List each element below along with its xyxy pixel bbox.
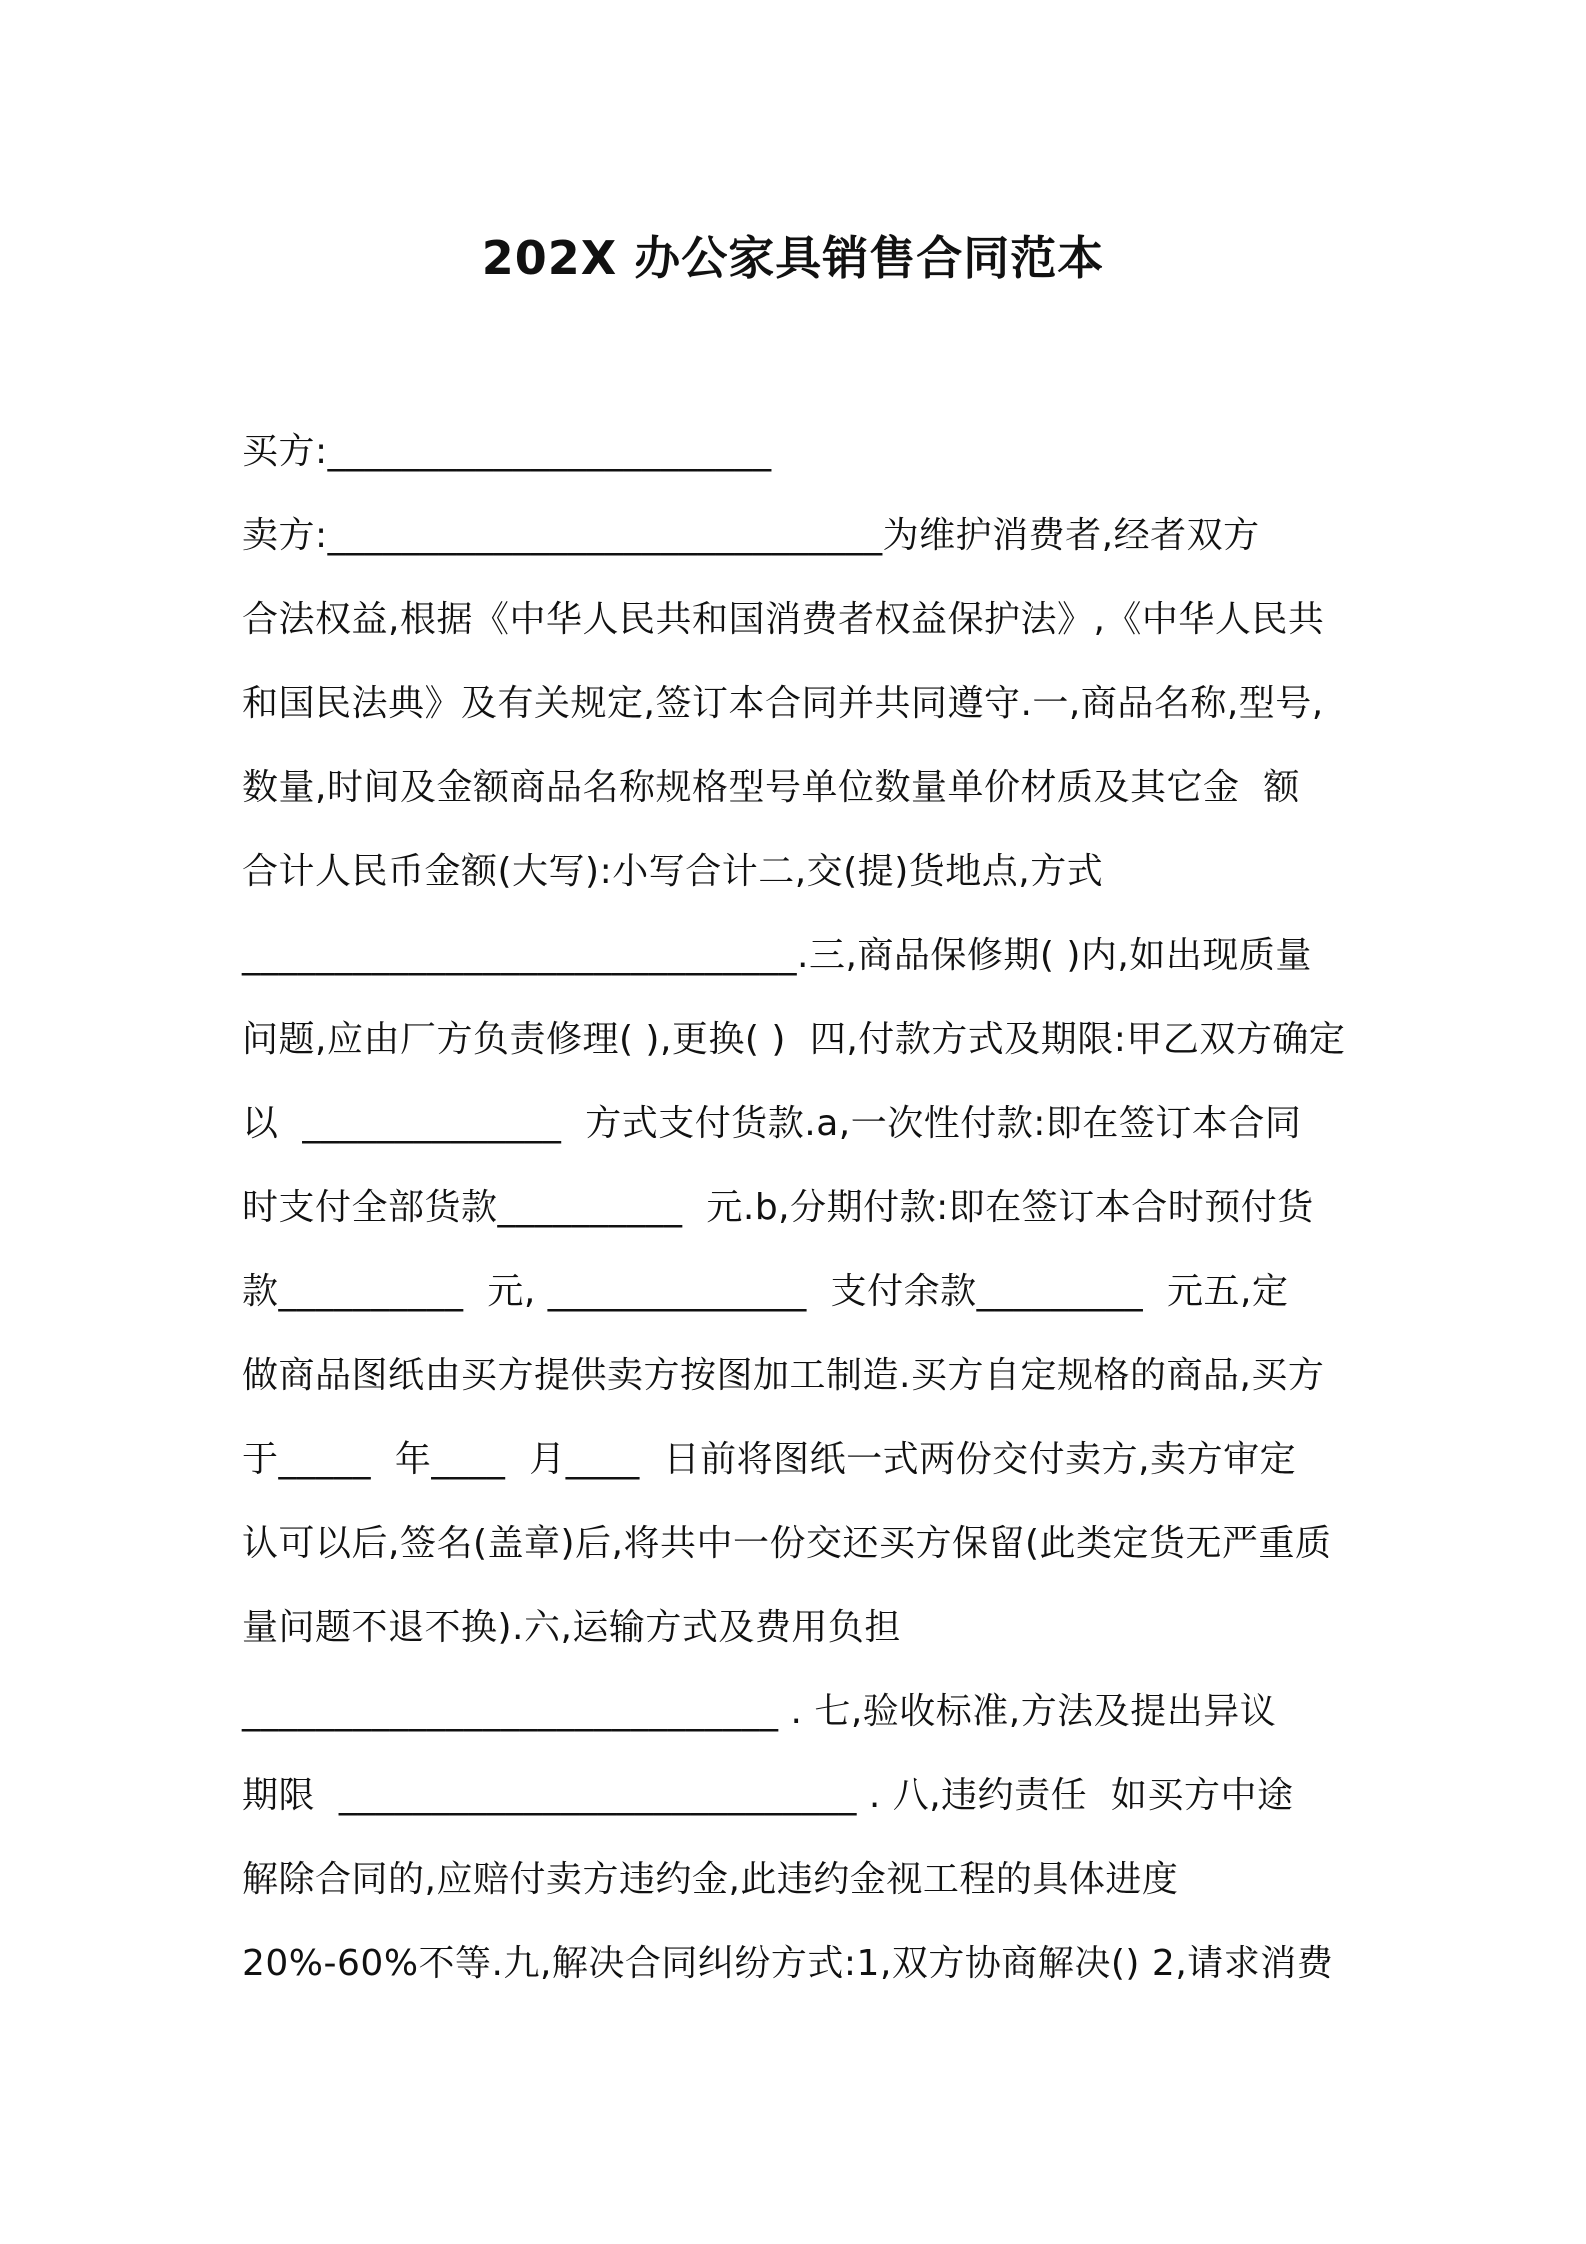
body-line: 于_____ 年____ 月____ 日前将图纸一式两份交付卖方,卖方审定 xyxy=(242,1439,1297,1480)
body-line: 时支付全部货款__________ 元.b,分期付款:即在签订本合时预付货 xyxy=(242,1187,1314,1228)
body-line: 数量,时间及金额商品名称规格型号单位数量单价材质及其它金 额 xyxy=(242,767,1300,808)
body-line: 解除合同的,应赔付卖方违约金,此违约金视工程的具体进度 xyxy=(242,1859,1179,1900)
body-line: 认可以后,签名(盖章)后,将共中一份交还买方保留(此类定货无严重质 xyxy=(242,1523,1332,1564)
body-line: 以 ______________ 方式支付货款.a,一次性付款:即在签订本合同 xyxy=(242,1103,1302,1144)
body-line: 做商品图纸由买方提供卖方按图加工制造.买方自定规格的商品,买方 xyxy=(242,1355,1325,1396)
body-line: 和国民法典》及有关规定,签订本合同并共同遵守.一,商品名称,型号, xyxy=(242,683,1324,724)
body-line: 合计人民币金额(大写):小写合计二,交(提)货地点,方式 xyxy=(242,851,1104,892)
body-line: 款__________ 元, ______________ 支付余款_________ 元五,定 xyxy=(242,1271,1289,1312)
body-line-seller: 卖方:______________________________为维护消费者,经者双方 xyxy=(242,515,1260,556)
body-line: 量问题不退不换).六,运输方式及费用负担 xyxy=(242,1607,901,1648)
body-line: 问题,应由厂方负责修理( ),更换( ) 四,付款方式及期限:甲乙双方确定 xyxy=(242,1019,1346,1060)
contract-body xyxy=(242,410,1362,2006)
body-line: 20%-60%不等.九,解决合同纠纷方式:1,双方协商解决() 2,请求消费 xyxy=(242,1943,1334,1984)
body-line-buyer: 买方:________________________ xyxy=(242,431,772,472)
body-line: 合法权益,根据《中华人民共和国消费者权益保护法》,《中华人民共 xyxy=(242,599,1325,640)
body-line: 期限 ____________________________ . 八,违约责任 如买方中途 xyxy=(242,1775,1294,1816)
body-line: ______________________________.三,商品保修期( )内,如出现质量 xyxy=(242,935,1312,976)
body-line: _____________________________ . 七,验收标准,方法及提出异议 xyxy=(242,1691,1277,1732)
document-title: 202X 办公家具销售合同范本 xyxy=(481,231,1105,285)
